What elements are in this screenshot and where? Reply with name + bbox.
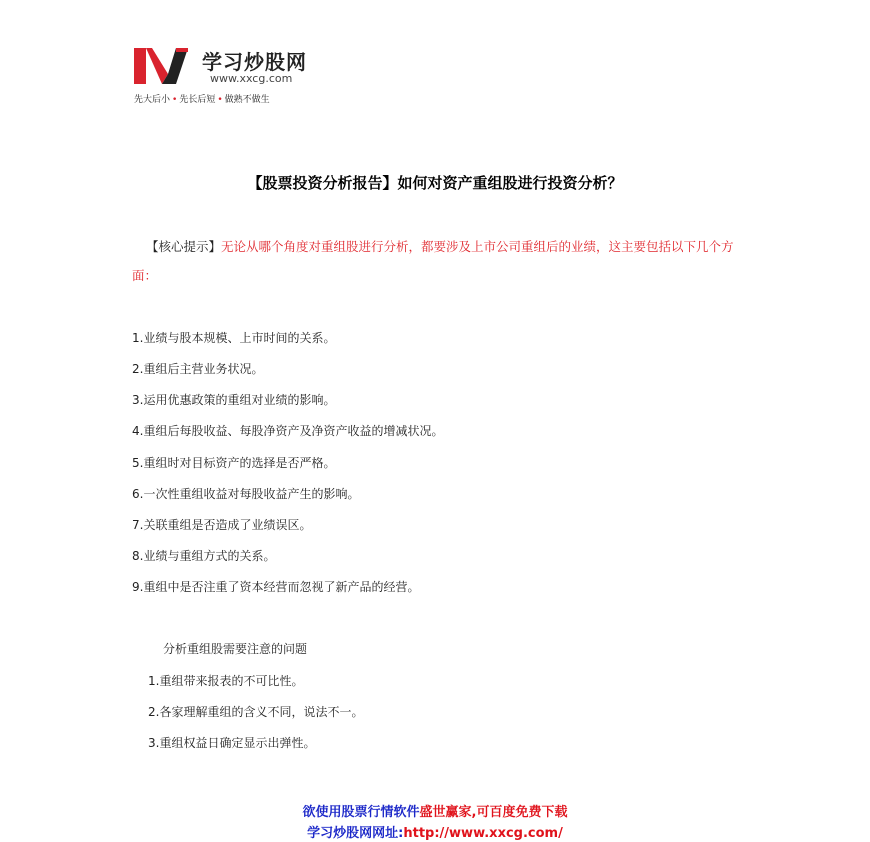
footer-software-text: 欲使用股票行情软件	[302, 805, 420, 820]
list-item: 5.重组时对目标资产的选择是否严格。	[132, 456, 336, 470]
slogan-part-2: 先长后短	[179, 95, 216, 105]
list-item: 9.重组中是否注重了资本经营而忽视了新产品的经营。	[132, 580, 420, 594]
list-item: 3.重组权益日确定显示出弹性。	[148, 736, 316, 750]
slogan-separator: •	[217, 95, 223, 105]
logo-mark-icon	[132, 44, 194, 88]
slogan-separator: •	[172, 95, 178, 105]
list-item: 3.运用优惠政策的重组对业绩的影响。	[132, 393, 336, 407]
slogan-part-3: 做熟不做生	[224, 95, 270, 105]
core-summary	[132, 232, 752, 290]
footer-url-line	[0, 822, 870, 841]
footer-software-name: 盛世赢家,可百度免费下载	[419, 805, 568, 820]
summary-text: 无论从哪个角度对重组股进行分析，都要涉及上市公司重组后的业绩，这主要包括以下几个方面：	[132, 239, 734, 283]
list-item: 2.各家理解重组的含义不同，说法不一。	[148, 705, 364, 719]
list-item: 4.重组后每股收益、每股净资产及净资产收益的增减状况。	[132, 424, 444, 438]
logo-name: 学习炒股网	[202, 50, 307, 74]
list-item: 1.业绩与股本规模、上市时间的关系。	[132, 331, 336, 345]
list-item: 6.一次性重组收益对每股收益产生的影响。	[132, 487, 360, 501]
summary-tag: 【核心提示】	[146, 239, 222, 254]
document-title: 【股票投资分析报告】如何对资产重组股进行投资分析？	[247, 174, 623, 192]
site-logo	[132, 44, 332, 104]
footer-url-label: 学习炒股网网址:	[307, 826, 404, 841]
logo-slogan	[134, 92, 270, 105]
list-item: 2.重组后主营业务状况。	[132, 362, 264, 376]
footer-url-link[interactable]: http://www.xxcg.com/	[403, 826, 563, 841]
slogan-part-1: 先大后小	[134, 95, 171, 105]
list-item: 7.关联重组是否造成了业绩误区。	[132, 518, 312, 532]
footer-software-line	[0, 801, 870, 820]
list-item: 1.重组带来报表的不可比性。	[148, 674, 304, 688]
section-heading: 分析重组股需要注意的问题	[163, 642, 308, 656]
logo-url: www.xxcg.com	[210, 72, 293, 85]
list-item: 8.业绩与重组方式的关系。	[132, 549, 276, 563]
